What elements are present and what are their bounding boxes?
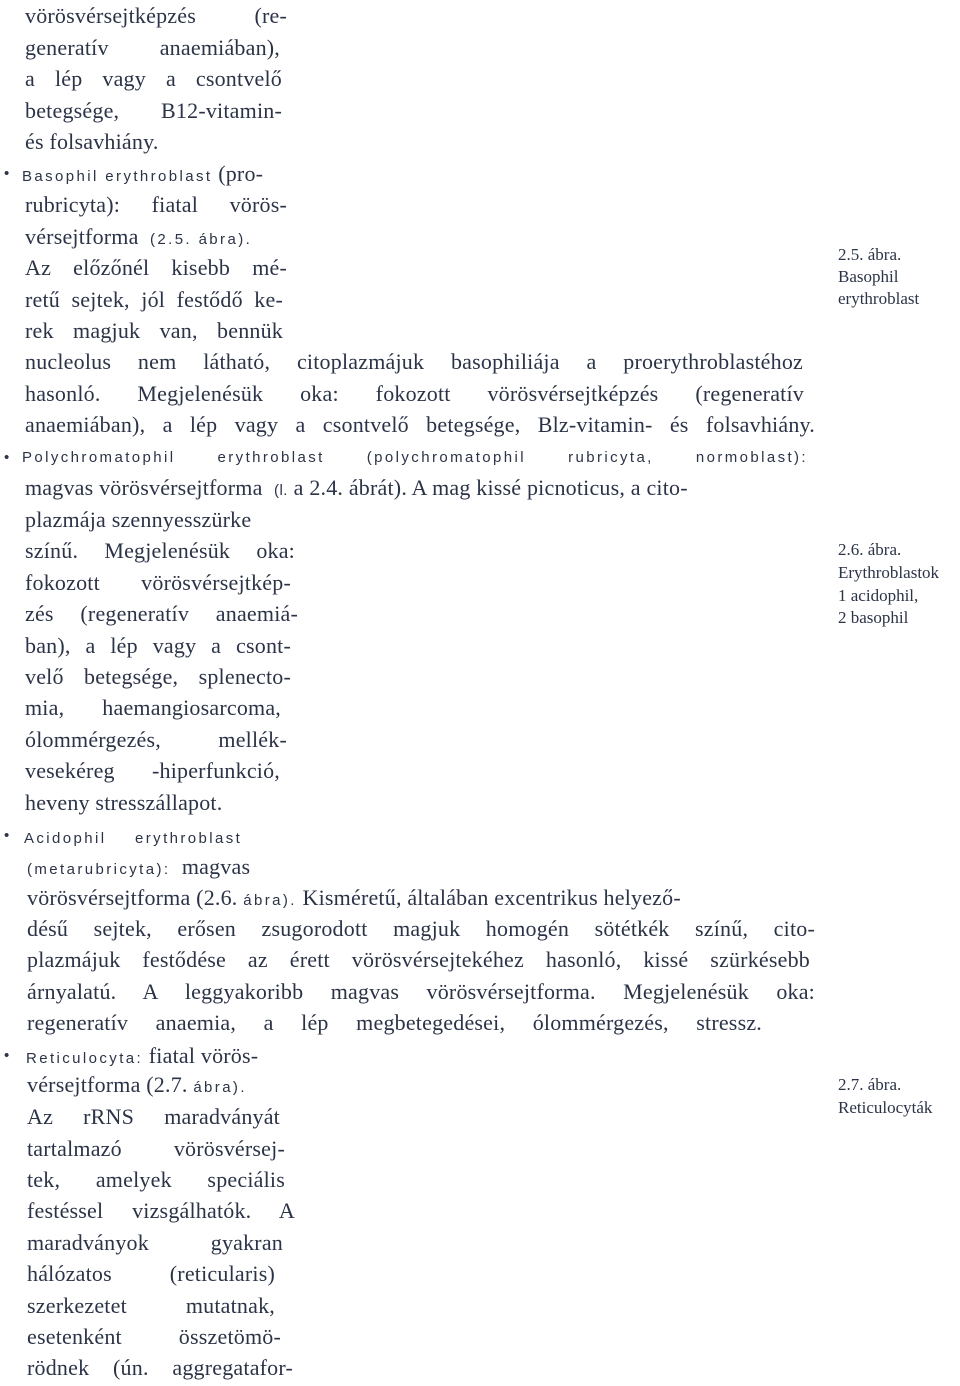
text-line: szerkezetet mutatnak, [27, 1293, 275, 1318]
text-line: festéssel vizsgálhatók. A [27, 1198, 295, 1223]
text-line: Az előzőnél kisebb mé- [25, 255, 287, 280]
figure-caption: Reticulocyták [838, 1098, 933, 1117]
text-line: rubricyta): fiatal vörös- [25, 192, 287, 217]
bullet-marker: • [4, 165, 10, 182]
text-line: ban), a lép vagy a csont- [25, 633, 291, 658]
text-line: a lép vagy a csontvelő [25, 66, 282, 91]
text-line: rek magjuk van, bennük [25, 318, 283, 343]
text-line: retű sejtek, jól festődő ke- [25, 287, 283, 312]
figure-caption: 2 basophil [838, 608, 909, 627]
text-span: vérsejtforma [27, 1072, 141, 1097]
figure-caption: Basophil [838, 267, 899, 286]
text-line [27, 1071, 247, 1102]
text-line: ólommérgezés, mellék- [25, 727, 287, 752]
figure-caption-number: 2.7. ábra. [838, 1075, 902, 1094]
text-span: a 2.4. ábrát). A mag kissé picnoticus, a cito- [293, 475, 688, 500]
text-line: maradványok gyakran [27, 1230, 283, 1255]
text-line [27, 853, 250, 884]
text-line: betegsége, B12-vitamin- [25, 98, 282, 123]
text-span: (2.7. [146, 1072, 188, 1097]
figure-caption-number: 2.5. ábra. [838, 245, 902, 264]
figure-caption: erythroblast [838, 289, 920, 308]
term-label: Acidophil erythroblast [24, 830, 243, 847]
text-line: árnyalatú. A leggyakoribb magvas vörösvérsejtforma. Megjelenésük oka: [27, 979, 815, 1004]
text-line: hasonló. Megjelenésük oka: fokozott vörösvérsejtképzés (regeneratív [25, 381, 804, 406]
text-line: rödnek (ún. aggregatafor- [27, 1355, 293, 1380]
text-line: fokozott vörösvérsejtkép- [25, 570, 291, 595]
text-line: hálózatos (reticularis) [27, 1261, 275, 1286]
text-line [26, 1042, 258, 1073]
text-span: fiatal vörös- [148, 1043, 259, 1068]
text-line: velő betegsége, splenecto- [25, 664, 291, 689]
text-line: anaemiában), a lép vagy a csontvelő betegsége, Blz-vitamin- és folsavhiány. [25, 412, 815, 437]
term-label: Basophil erythroblast [22, 168, 213, 185]
text-line [27, 884, 681, 915]
text-span: vérsejtforma [25, 224, 139, 249]
text-line: vesekéreg -hiperfunkció, [25, 758, 280, 783]
text-line: nucleolus nem látható, citoplazmájuk basophiliája a proerythroblastéhoz [25, 349, 803, 374]
bullet-marker: • [4, 449, 10, 466]
text-line: zés (regeneratív anaemiá- [25, 601, 298, 626]
text-line: plazmájuk festődése az érett vörösvérsejtekéhez hasonló, kissé szürkésebb [27, 947, 810, 972]
text-line: regeneratív anaemia, a lép megbetegedései, ólommérgezés, stressz. [27, 1010, 762, 1035]
text-line: heveny stresszállapot. [25, 790, 223, 815]
text-line: plazmája szennyesszürke [25, 507, 252, 532]
bullet-marker: • [4, 827, 10, 844]
text-line [24, 822, 242, 853]
figure-reference: (2.5. ábra). [149, 231, 253, 248]
text-line: tartalmazó vörösvérsej- [27, 1136, 285, 1161]
text-span: magvas vörösvérsejtforma [25, 475, 263, 500]
text-line: Az rRNS maradványát [27, 1104, 280, 1129]
bullet-marker: • [4, 1047, 10, 1064]
text-span: Kisméretű, általában excentrikus helyező- [302, 885, 681, 910]
text-line: tek, amelyek speciális [27, 1167, 285, 1192]
text-line: vörösvérsejtképzés (re- [25, 3, 287, 28]
text-span: vörösvérsejtforma [27, 885, 191, 910]
figure-caption-number: 2.6. ábra. [838, 540, 902, 559]
text-line [25, 474, 688, 505]
term-label: (metarubricyta): [27, 861, 171, 878]
text-line: désű sejtek, erősen zsugorodott magjuk homogén sötétkék színű, cito- [27, 916, 815, 941]
text-line: és folsavhiány. [25, 129, 159, 154]
text-line: esetenként összetömö- [27, 1324, 281, 1349]
figure-caption: Erythroblastok [838, 563, 940, 582]
text-line [22, 160, 263, 191]
term-label: Polychromatophil erythroblast (polychromatophil rubricyta, normoblast): [22, 449, 808, 466]
text-span: (l. [273, 482, 288, 499]
term-label: Reticulocyta: [26, 1050, 144, 1067]
text-line: színű. Megjelenésük oka: [25, 538, 295, 563]
text-line: mia, haemangiosarcoma, [25, 695, 281, 720]
text-span: magvas [181, 854, 251, 879]
text-span: (pro- [218, 161, 264, 186]
figure-reference: ábra). [243, 892, 297, 909]
text-span: (2.6. [196, 885, 238, 910]
figure-caption: 1 acidophil, [838, 586, 919, 605]
text-line: generatív anaemiában), [25, 35, 280, 60]
text-line [25, 223, 252, 254]
figure-reference: ábra). [193, 1079, 247, 1096]
